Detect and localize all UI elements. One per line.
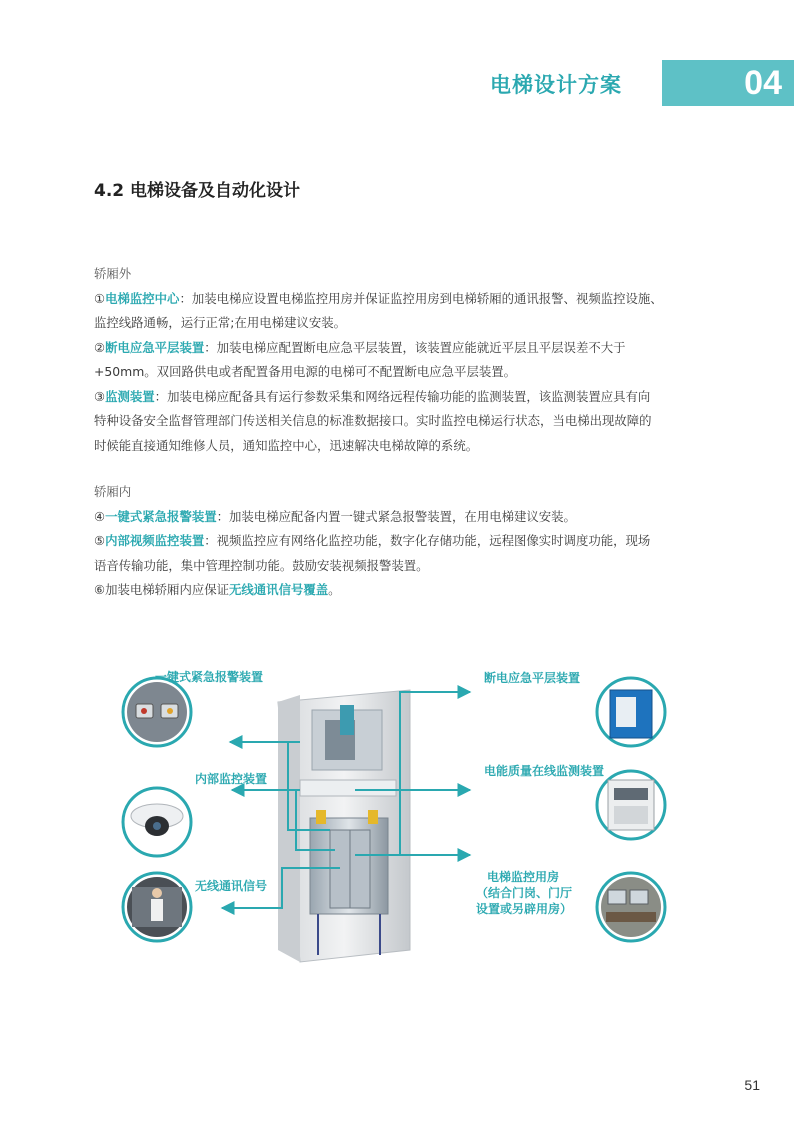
outside-item-2: ②断电应急平层装置：加装电梯应配置断电应急平层装置，该装置应能就近平层且平层误差不大于 [94, 339, 626, 355]
wireless-person-icon [123, 873, 191, 941]
inside-heading: 轿厢内 [94, 484, 132, 499]
label-monitor-room-3: 设置或另辟用房） [476, 902, 573, 916]
power-quality-meter-icon [597, 771, 665, 839]
inside-item-4: ④一键式紧急报警装置：加装电梯应配备内置一键式紧急报警装置，在用电梯建议安装。 [94, 508, 576, 524]
outside-block [94, 262, 714, 458]
elevator-equipment-diagram [0, 650, 794, 980]
chapter-title: 电梯设计方案 [490, 73, 622, 97]
inside-item-6: ⑥加装电梯轿厢内应保证无线通讯信号覆盖。 [94, 582, 341, 597]
outside-heading: 轿厢外 [94, 266, 132, 281]
inside-item-5-cont: 语音传输功能，集中管理控制功能。鼓励安装视频报警装置。 [94, 557, 429, 573]
elevator-shaft-illustration [278, 690, 410, 962]
page-number: 51 [744, 1077, 760, 1093]
outside-item-1: ①电梯监控中心：加装电梯应设置电梯监控用房并保证监控用房到电梯轿厢的通讯报警、视频监控设施、 [94, 290, 663, 306]
control-room-icon [597, 873, 665, 941]
label-monitor-room-2: （结合门岗、门厅 [476, 886, 573, 900]
outside-item-1-cont: 监控线路通畅，运行正常;在用电梯建议安装。 [94, 315, 346, 330]
power-cabinet-icon [597, 678, 665, 746]
label-emergency-alarm: 一键式紧急报警装置 [155, 670, 264, 684]
alarm-button-panel-icon [123, 678, 191, 746]
dome-camera-icon [123, 788, 191, 856]
label-internal-monitor: 内部监控装置 [195, 772, 268, 786]
label-monitor-room-1: 电梯监控用房 [487, 870, 560, 884]
inside-item-5: ⑤内部视频监控装置：视频监控应有网络化监控功能，数字化存储功能，远程图像实时调度功能，现场 [94, 533, 651, 548]
section-title: 4.2 电梯设备及自动化设计 [94, 181, 301, 201]
outside-item-2-cont: +50mm。双回路供电或者配置备用电源的电梯可不配置断电应急平层装置。 [94, 364, 517, 379]
label-wireless: 无线通讯信号 [195, 879, 268, 893]
outside-item-3-cont-a: 特种设备安全监督管理部门传送相关信息的标准数据接口。实时监控电梯运行状态，当电梯出现故障的 [94, 413, 652, 428]
inside-block [94, 480, 714, 603]
chapter-number: 04 [744, 64, 782, 102]
chapter-band [662, 60, 794, 106]
outside-item-3-cont-b: 时候能直接通知维修人员，通知监控中心，迅速解决电梯故障的系统。 [94, 437, 479, 453]
label-power-failure: 断电应急平层装置 [484, 671, 581, 685]
outside-item-3: ③监测装置：加装电梯应配备具有运行参数采集和网络远程传输功能的监测装置，该监测装置应具有向 [94, 388, 651, 404]
label-power-quality: 电能质量在线监测装置 [484, 764, 605, 778]
